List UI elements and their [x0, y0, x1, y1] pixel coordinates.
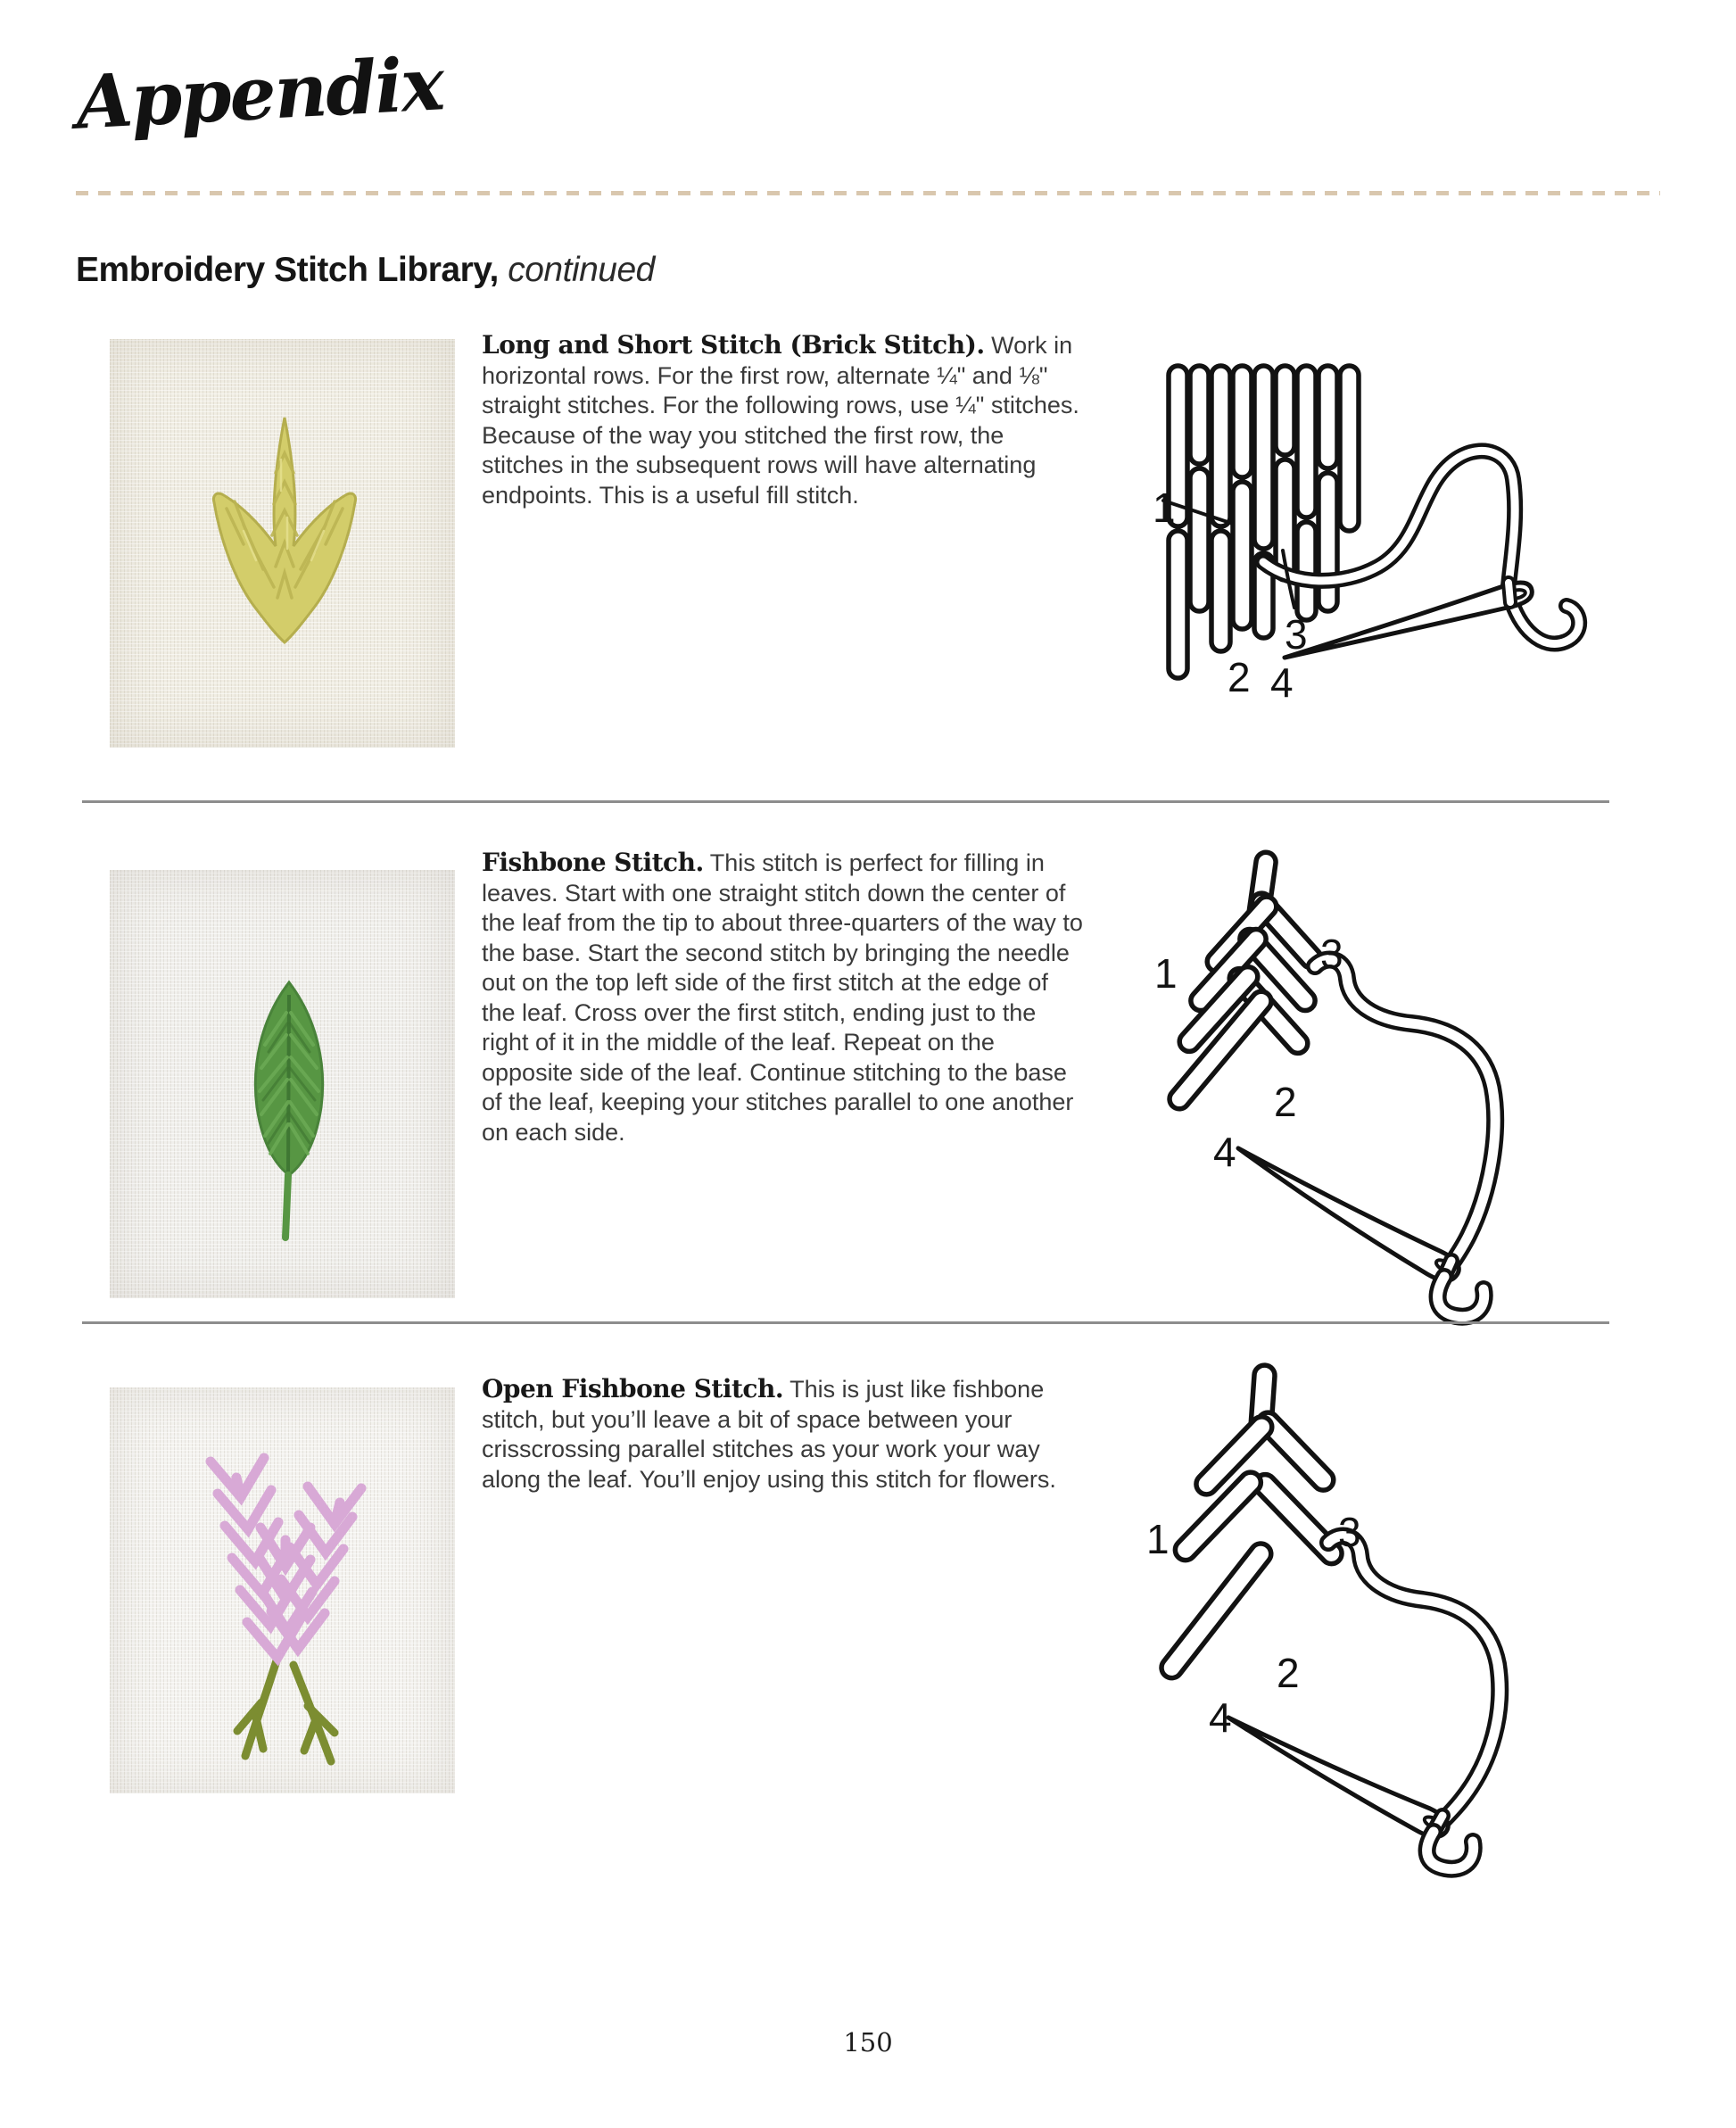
stitch-heading: Open Fishbone Stitch. — [482, 1374, 784, 1403]
diagram-label-4: 4 — [1270, 659, 1294, 706]
diagram-open-fishbone-stitch — [1128, 1350, 1557, 1872]
needle-icon — [1228, 1718, 1448, 1837]
page-title-bold: Embroidery Stitch Library, — [76, 251, 499, 289]
diagram-label-1: 1 — [1154, 950, 1178, 997]
embroidery-leaf-graphic — [110, 870, 455, 1298]
diagram-label-3: 3 — [1285, 611, 1308, 658]
diagram-label-3: 3 — [1338, 1509, 1361, 1555]
diagram-long-short-stitch — [1151, 344, 1686, 706]
page-number: 150 — [843, 2027, 893, 2058]
paragraph-long-short-stitch — [482, 330, 1087, 510]
embroidery-tulip-graphic — [110, 339, 455, 748]
diagram-label-4: 4 — [1213, 1129, 1236, 1175]
needle-icon — [1238, 1148, 1459, 1280]
stitch-body: This stitch is perfect for filling in leaves. Start with one straight stitch down the center of the leaf from the tip to about three-quarters of the way to the base. Start the second stitch by bringing the needle out on the top left side of the first stitch at the edge of the leaf. Cross over the first stitch, ending just to the right of it in the middle of the leaf. Repeat on the opposite side of the leaf. Continue stitching to the base of the leaf, keeping your stitches parallel to one another on each side. — [482, 849, 1083, 1146]
stitch-heading: Long and Short Stitch (Brick Stitch). — [482, 330, 985, 360]
diagram-fishbone-stitch — [1142, 834, 1534, 1321]
paragraph-open-fishbone-stitch — [482, 1374, 1087, 1495]
diagram-label-1: 1 — [1153, 484, 1176, 531]
dashed-divider — [76, 191, 1660, 195]
diagram-label-3: 3 — [1320, 931, 1343, 977]
section-separator — [82, 1321, 1609, 1324]
stitch-heading: Fishbone Stitch. — [482, 848, 704, 877]
paragraph-fishbone-stitch — [482, 848, 1087, 1147]
page-title-continued: continued — [498, 251, 655, 289]
diagram-label-4: 4 — [1209, 1694, 1232, 1741]
stitch-body: Work in horizontal rows. For the first row, alternate ¼" and ⅛" straight stitches. For the following rows, use ¼" stitches. Because of the way you stitched the first row, the stitches in the subsequent rows will have alternating endpoints. This is a useful fill stitch. — [482, 332, 1079, 509]
diagram-label-2: 2 — [1228, 654, 1251, 700]
page-title — [76, 251, 655, 290]
photo-fishbone-stitch-sample — [110, 870, 455, 1298]
embroidery-blossom-graphic — [110, 1387, 455, 1793]
diagram-label-1: 1 — [1146, 1516, 1170, 1562]
photo-open-fishbone-stitch-sample — [110, 1387, 455, 1793]
appendix-script-title: Appendix — [73, 41, 445, 146]
section-separator — [82, 800, 1609, 803]
stitch-body: This is just like fishbone stitch, but you’ll leave a bit of space between your crisscrossing parallel stitches as your work your way along the leaf. You’ll enjoy using this stitch for flowers. — [482, 1376, 1056, 1493]
photo-long-short-stitch-sample — [110, 339, 455, 748]
diagram-label-2: 2 — [1277, 1650, 1300, 1696]
diagram-label-2: 2 — [1274, 1079, 1297, 1125]
